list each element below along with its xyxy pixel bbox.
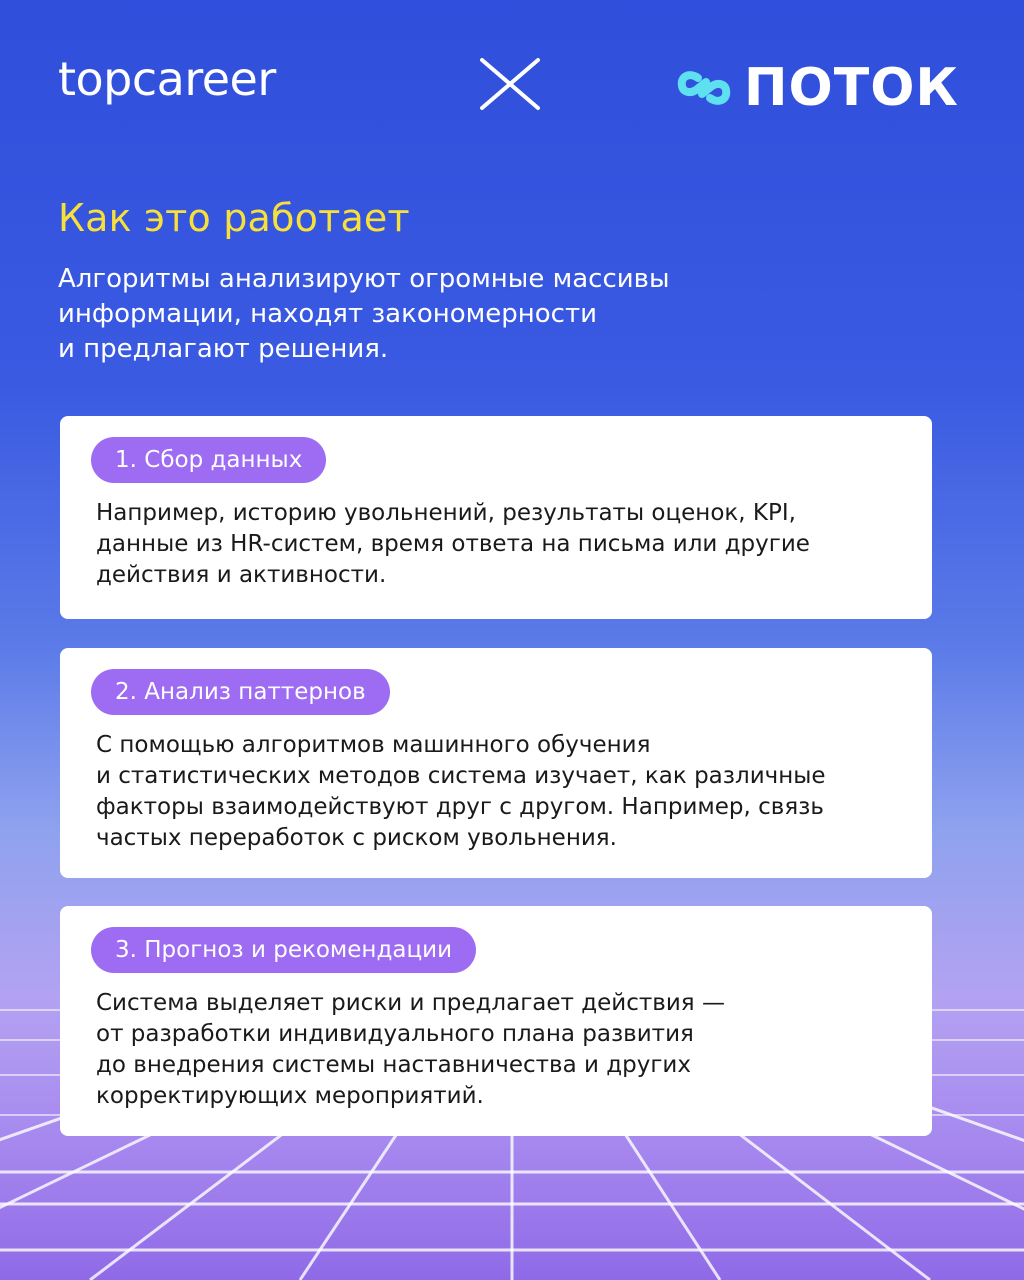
cross-icon	[478, 56, 542, 112]
step-badge: 2. Анализ паттернов	[91, 669, 390, 715]
potok-link-logo-icon	[676, 64, 732, 112]
header	[0, 0, 1024, 160]
step-description: Например, историю увольнений, результаты оценок, KPI, данные из HR-систем, время ответа на письма или другие действия и активности.	[96, 500, 810, 588]
page-title: Как это работает	[58, 196, 410, 240]
intro-text: Алгоритмы анализируют огромные массивы информации, находят закономерности и предлагают решения.	[58, 264, 670, 364]
step-badge: 3. Прогноз и рекомендации	[91, 927, 476, 973]
potok-wordmark: ПОТОК	[744, 58, 959, 118]
step-description: Система выделяет риски и предлагает действия — от разработки индивидуального плана развития до внедрения системы наставничества и других корректирующих мероприятий.	[96, 990, 725, 1109]
potok-logo	[676, 58, 959, 118]
step-badge: 1. Сбор данных	[91, 437, 326, 483]
step-description: С помощью алгоритмов машинного обучения и статистических методов система изучает, как различные факторы взаимодействуют друг с другом. Например, связь частых переработок с риском увольнения.	[96, 732, 826, 851]
topcareer-logo: topcareer	[58, 52, 276, 106]
step-card-data-collection	[60, 416, 932, 619]
step-card-pattern-analysis	[60, 648, 932, 878]
step-card-forecast-recommendations	[60, 906, 932, 1136]
